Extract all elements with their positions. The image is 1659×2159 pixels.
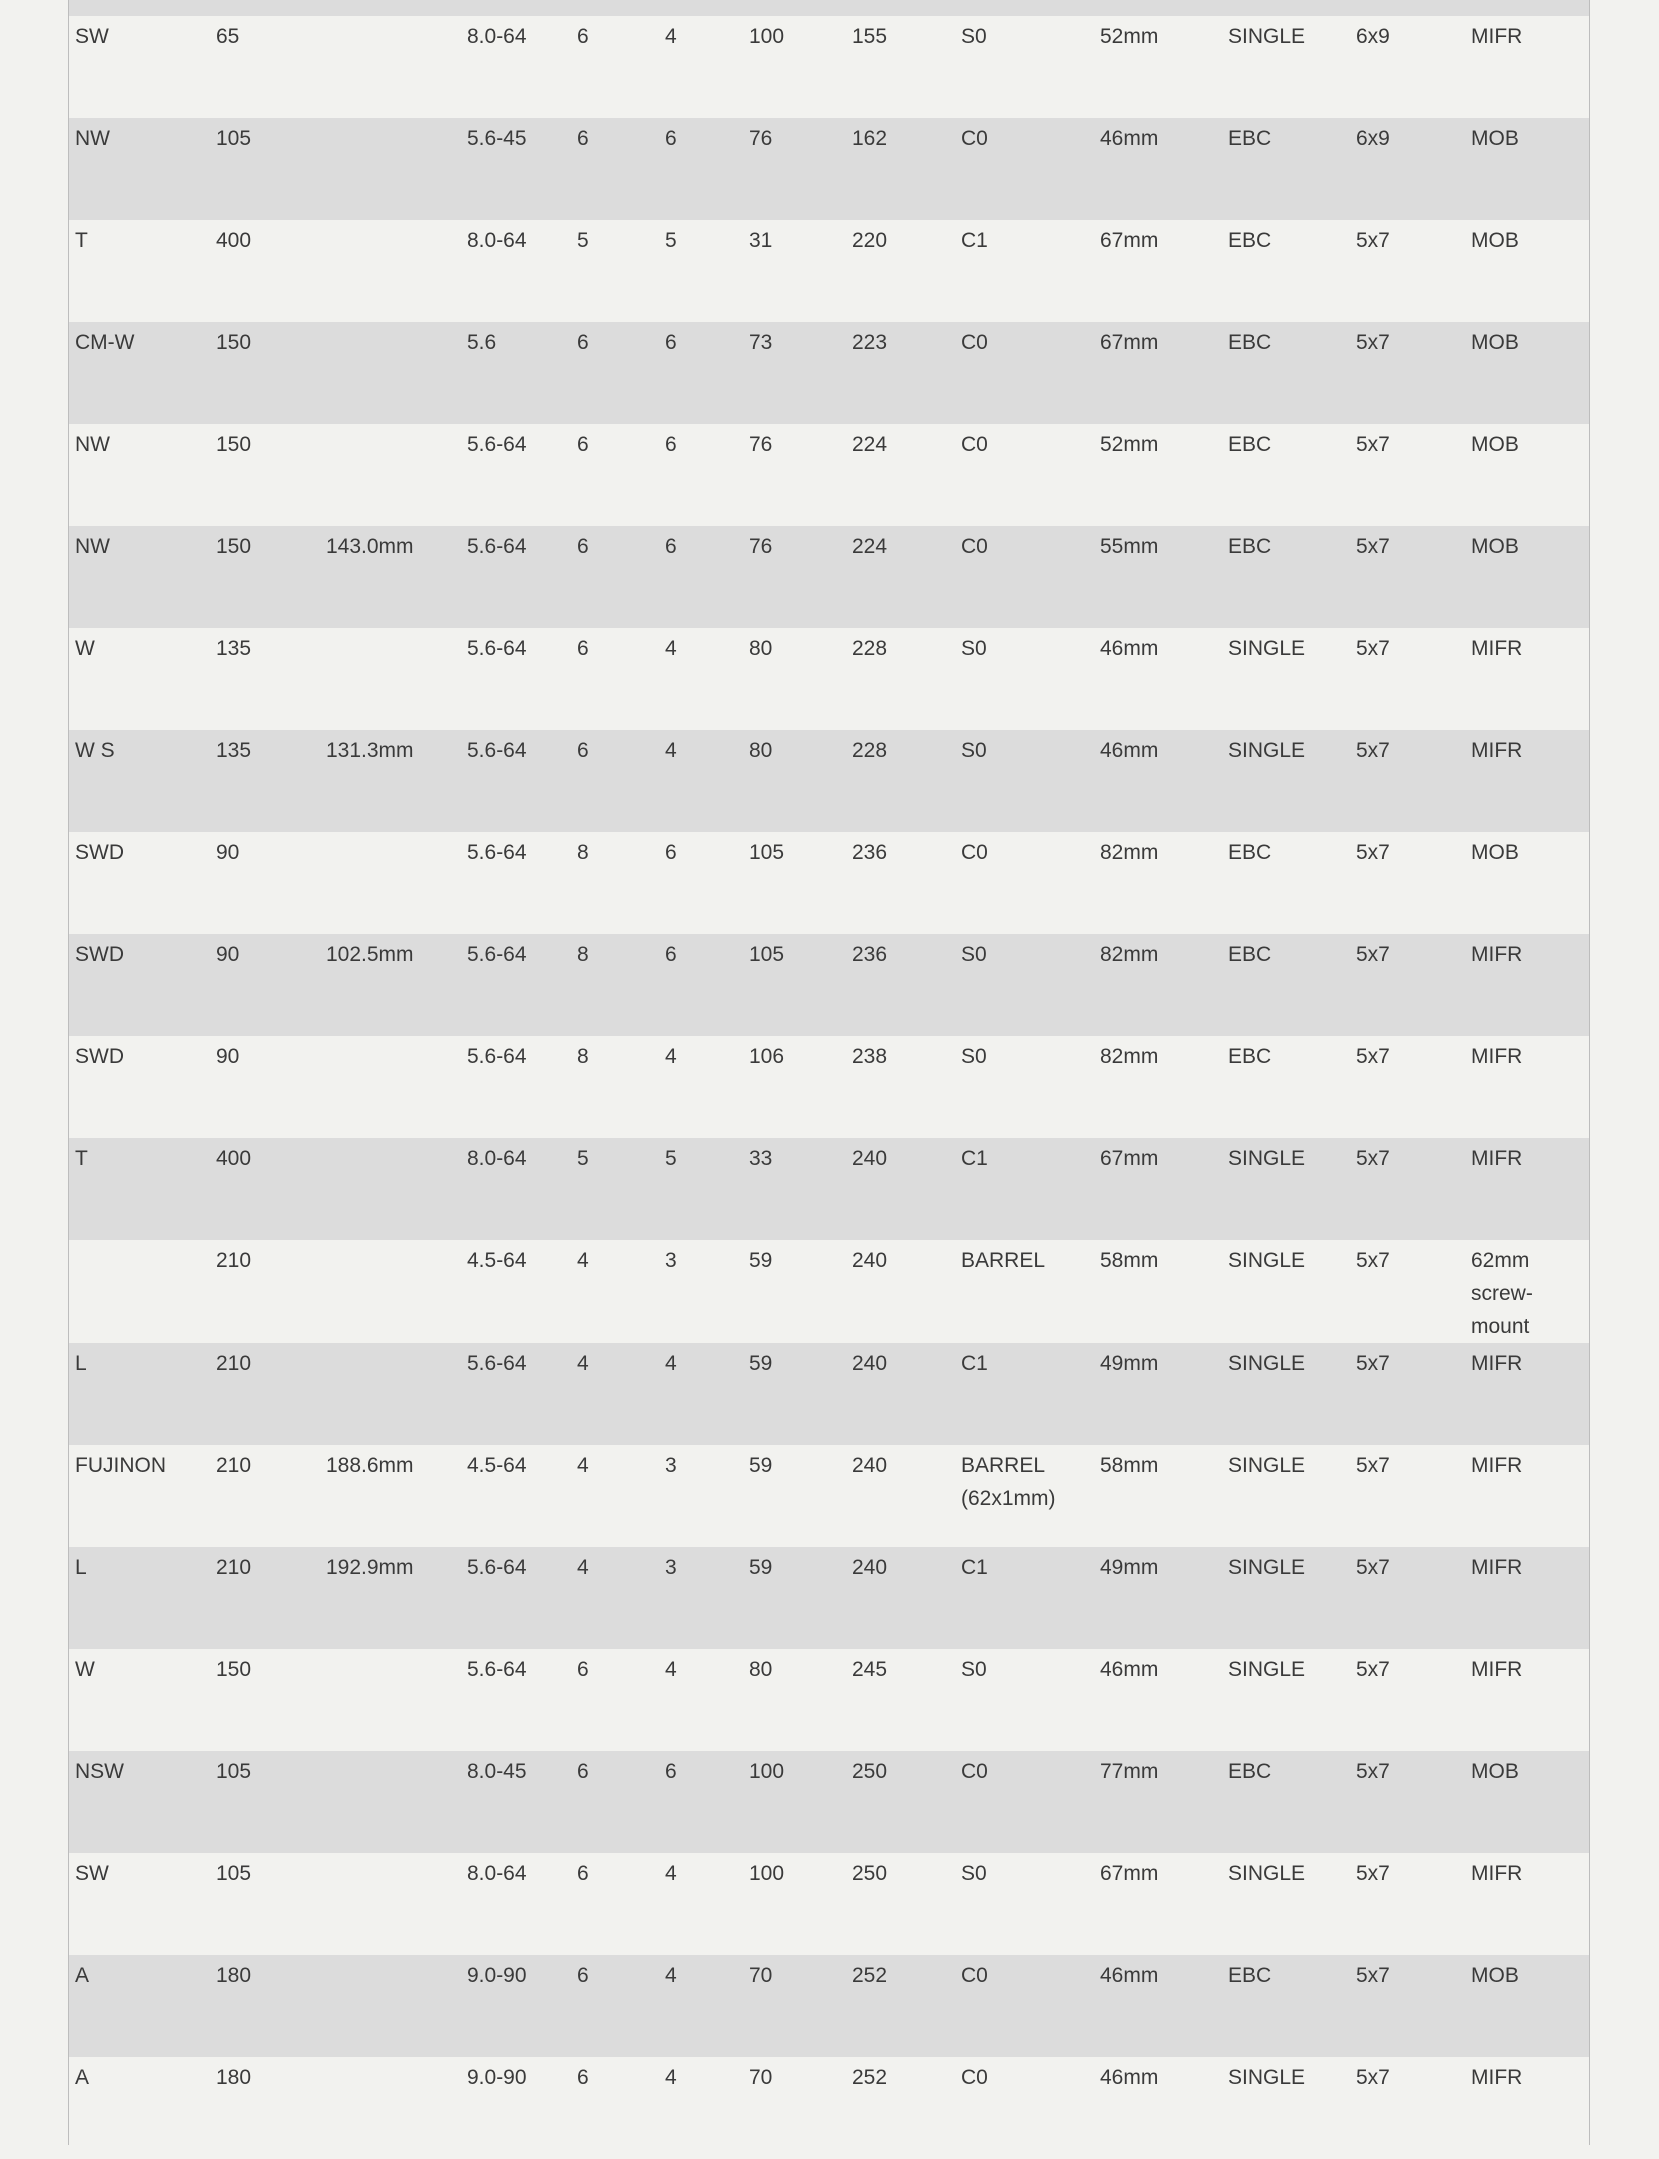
cell-groups: 6 (665, 841, 677, 864)
cell-series: SWD (75, 943, 124, 966)
cell-format: 5x7 (1356, 1658, 1390, 1681)
cell-filter-size: 58mm (1100, 1249, 1159, 1272)
cell-aperture: 5.6-64 (467, 1352, 527, 1375)
cell-coating: EBC (1228, 535, 1272, 558)
cell-shutter: C0 (961, 2066, 988, 2089)
cell-coating: EBC (1228, 1045, 1272, 1068)
cell-image-circle: 252 (852, 2066, 888, 2089)
cell-elements: 4 (577, 1249, 589, 1272)
cell-coverage-angle: 59 (749, 1556, 773, 1579)
cell-groups: 6 (665, 433, 677, 456)
cell-format: 5x7 (1356, 229, 1390, 252)
cell-mount: MOB (1471, 1964, 1519, 1987)
cell-elements: 6 (577, 331, 589, 354)
cell-format: 5x7 (1356, 739, 1390, 762)
cell-elements: 6 (577, 1964, 589, 1987)
cell-aperture: 5.6-64 (467, 1658, 527, 1681)
cell-shutter: S0 (961, 25, 987, 48)
cell-image-circle: 220 (852, 229, 888, 252)
cell-focal-length: 180 (216, 1964, 252, 1987)
cell-elements: 6 (577, 637, 589, 660)
cell-aperture: 5.6-45 (467, 127, 527, 150)
cell-filter-size: 46mm (1100, 637, 1159, 660)
cell-coating: SINGLE (1228, 1862, 1306, 1885)
cell-coverage-angle: 70 (749, 1964, 773, 1987)
cell-mount: MOB (1471, 331, 1519, 354)
table-row (69, 118, 1589, 220)
cell-shutter: S0 (961, 1658, 987, 1681)
cell-image-circle: 240 (852, 1556, 888, 1579)
cell-coating: EBC (1228, 943, 1272, 966)
cell-shutter: S0 (961, 1862, 987, 1885)
cell-shutter: C0 (961, 127, 988, 150)
cell-shutter: C1 (961, 1556, 988, 1579)
cell-actual-focal (320, 832, 461, 934)
table-row (69, 526, 1589, 628)
cell-filter-size: 58mm (1100, 1454, 1159, 1477)
cell-groups: 3 (665, 1454, 677, 1477)
cell-filter-size: 67mm (1100, 1147, 1159, 1170)
cell-coverage-angle: 80 (749, 637, 773, 660)
cell-mount: MOB (1471, 433, 1519, 456)
cell-series: SWD (75, 1045, 124, 1068)
cell-image-circle: 224 (852, 433, 888, 456)
cell-filter-size: 46mm (1100, 127, 1159, 150)
cell-coating: EBC (1228, 229, 1272, 252)
cell-actual-focal (320, 1240, 461, 1343)
cell-mount: MOB (1471, 1760, 1519, 1783)
cell-format: 5x7 (1356, 433, 1390, 456)
cell-shutter: C0 (961, 433, 988, 456)
cell-coverage-angle: 59 (749, 1352, 773, 1375)
cell-shutter: C1 (961, 1147, 988, 1170)
cell-filter-size: 46mm (1100, 1964, 1159, 1987)
cell-coating: SINGLE (1228, 1556, 1306, 1579)
cell-shutter: BARREL (62x1mm) (961, 1454, 1056, 1510)
cell-image-circle: 162 (852, 127, 888, 150)
cell-coverage-angle: 100 (749, 1862, 785, 1885)
cell-coating: EBC (1228, 433, 1272, 456)
cell-aperture: 8.0-64 (467, 25, 527, 48)
cell-shutter: C0 (961, 331, 988, 354)
cell-series: NW (75, 127, 110, 150)
cell-actual-focal (320, 1138, 461, 1240)
cell-coverage-angle: 59 (749, 1454, 773, 1477)
cell-filter-size: 55mm (1100, 535, 1159, 558)
cell-image-circle: 236 (852, 841, 888, 864)
cell-elements: 4 (577, 1352, 589, 1375)
cell-filter-size: 52mm (1100, 25, 1159, 48)
previous-row-strip (69, 0, 1589, 16)
cell-format: 5x7 (1356, 637, 1390, 660)
cell-mount: MIFR (1471, 1352, 1523, 1375)
cell-elements: 6 (577, 127, 589, 150)
cell-coverage-angle: 80 (749, 739, 773, 762)
cell-series: L (75, 1352, 87, 1375)
cell-actual-focal (320, 16, 461, 118)
table-body (69, 16, 1589, 2159)
cell-filter-size: 82mm (1100, 841, 1159, 864)
cell-shutter: C0 (961, 1760, 988, 1783)
cell-mount: MIFR (1471, 2066, 1523, 2089)
cell-format: 5x7 (1356, 1964, 1390, 1987)
cell-groups: 4 (665, 1658, 677, 1681)
cell-coverage-angle: 76 (749, 535, 773, 558)
cell-groups: 4 (665, 637, 677, 660)
cell-focal-length: 65 (216, 25, 240, 48)
cell-mount: MIFR (1471, 637, 1523, 660)
cell-series: NW (75, 433, 110, 456)
cell-focal-length: 210 (216, 1556, 252, 1579)
cell-format: 5x7 (1356, 1862, 1390, 1885)
cell-focal-length: 180 (216, 2066, 252, 2089)
cell-filter-size: 46mm (1100, 739, 1159, 762)
cell-mount: MOB (1471, 229, 1519, 252)
table-row (69, 2057, 1589, 2159)
lens-table-container (68, 0, 1590, 2145)
cell-coverage-angle: 59 (749, 1249, 773, 1272)
cell-elements: 6 (577, 433, 589, 456)
cell-aperture: 8.0-64 (467, 1862, 527, 1885)
cell-image-circle: 228 (852, 637, 888, 660)
cell-mount: MIFR (1471, 1454, 1523, 1477)
cell-actual-focal: 188.6mm (326, 1454, 414, 1477)
cell-aperture: 5.6-64 (467, 433, 527, 456)
cell-groups: 6 (665, 535, 677, 558)
cell-series: T (75, 229, 88, 252)
cell-groups: 6 (665, 943, 677, 966)
cell-aperture: 8.0-64 (467, 229, 527, 252)
cell-focal-length: 105 (216, 1862, 252, 1885)
cell-aperture: 8.0-64 (467, 1147, 527, 1170)
cell-coating: SINGLE (1228, 1352, 1306, 1375)
cell-filter-size: 67mm (1100, 1862, 1159, 1885)
cell-mount: MIFR (1471, 1556, 1523, 1579)
cell-elements: 4 (577, 1556, 589, 1579)
cell-actual-focal (320, 1853, 461, 1955)
cell-format: 6x9 (1356, 25, 1390, 48)
cell-series: L (75, 1556, 87, 1579)
cell-actual-focal (320, 1343, 461, 1445)
cell-focal-length: 105 (216, 1760, 252, 1783)
cell-coverage-angle: 73 (749, 331, 773, 354)
cell-coating: SINGLE (1228, 1147, 1306, 1170)
cell-elements: 8 (577, 943, 589, 966)
table-row (69, 628, 1589, 730)
cell-shutter: C0 (961, 1964, 988, 1987)
table-row (69, 1751, 1589, 1853)
table-row (69, 1649, 1589, 1751)
cell-groups: 4 (665, 1862, 677, 1885)
cell-format: 5x7 (1356, 1556, 1390, 1579)
cell-aperture: 9.0-90 (467, 2066, 527, 2089)
cell-shutter: C0 (961, 841, 988, 864)
cell-image-circle: 238 (852, 1045, 888, 1068)
cell-series: NW (75, 535, 110, 558)
cell-focal-length: 135 (216, 739, 252, 762)
cell-mount: MIFR (1471, 1658, 1523, 1681)
cell-image-circle: 250 (852, 1862, 888, 1885)
cell-groups: 4 (665, 25, 677, 48)
cell-elements: 6 (577, 535, 589, 558)
table-row (69, 1343, 1589, 1445)
cell-mount: 62mm screw-mount (1471, 1249, 1533, 1338)
cell-coverage-angle: 105 (749, 841, 785, 864)
cell-series: T (75, 1147, 88, 1170)
cell-elements: 6 (577, 739, 589, 762)
cell-coverage-angle: 76 (749, 433, 773, 456)
cell-actual-focal (320, 220, 461, 322)
cell-format: 5x7 (1356, 841, 1390, 864)
cell-mount: MIFR (1471, 1862, 1523, 1885)
cell-series: A (75, 1964, 90, 1987)
cell-image-circle: 240 (852, 1147, 888, 1170)
cell-series: W (75, 1658, 95, 1681)
cell-groups: 3 (665, 1249, 677, 1272)
cell-elements: 6 (577, 1862, 589, 1885)
cell-coating: SINGLE (1228, 637, 1306, 660)
cell-actual-focal (320, 2057, 461, 2159)
cell-format: 5x7 (1356, 1045, 1390, 1068)
cell-coverage-angle: 31 (749, 229, 773, 252)
cell-groups: 4 (665, 1964, 677, 1987)
cell-actual-focal: 192.9mm (326, 1556, 414, 1579)
cell-filter-size: 49mm (1100, 1352, 1159, 1375)
cell-coating: SINGLE (1228, 2066, 1306, 2089)
cell-filter-size: 67mm (1100, 331, 1159, 354)
cell-format: 5x7 (1356, 2066, 1390, 2089)
cell-aperture: 5.6-64 (467, 841, 527, 864)
cell-actual-focal (320, 118, 461, 220)
cell-series: NSW (75, 1760, 124, 1783)
cell-format: 5x7 (1356, 1147, 1390, 1170)
cell-focal-length: 210 (216, 1249, 252, 1272)
table-row (69, 322, 1589, 424)
cell-filter-size: 82mm (1100, 943, 1159, 966)
cell-shutter: S0 (961, 739, 987, 762)
cell-image-circle: 250 (852, 1760, 888, 1783)
cell-image-circle: 224 (852, 535, 888, 558)
cell-coating: SINGLE (1228, 1658, 1306, 1681)
cell-coating: SINGLE (1228, 25, 1306, 48)
cell-filter-size: 46mm (1100, 2066, 1159, 2089)
cell-coverage-angle: 100 (749, 1760, 785, 1783)
cell-filter-size: 82mm (1100, 1045, 1159, 1068)
cell-actual-focal: 131.3mm (326, 739, 414, 762)
cell-series: FUJINON (75, 1454, 166, 1477)
cell-series: SW (75, 25, 109, 48)
cell-elements: 6 (577, 1760, 589, 1783)
cell-coverage-angle: 100 (749, 25, 785, 48)
cell-focal-length: 105 (216, 127, 252, 150)
cell-elements: 6 (577, 2066, 589, 2089)
cell-elements: 8 (577, 841, 589, 864)
table-row (69, 220, 1589, 322)
cell-aperture: 5.6 (467, 331, 497, 354)
cell-coating: SINGLE (1228, 1454, 1306, 1477)
cell-mount: MIFR (1471, 1147, 1523, 1170)
cell-mount: MOB (1471, 841, 1519, 864)
cell-shutter: C1 (961, 229, 988, 252)
cell-mount: MOB (1471, 535, 1519, 558)
cell-actual-focal (320, 1036, 461, 1138)
cell-aperture: 4.5-64 (467, 1454, 527, 1477)
cell-coating: SINGLE (1228, 739, 1306, 762)
cell-groups: 5 (665, 1147, 677, 1170)
cell-coating: EBC (1228, 1964, 1272, 1987)
cell-shutter: C0 (961, 535, 988, 558)
cell-groups: 3 (665, 1556, 677, 1579)
cell-focal-length: 135 (216, 637, 252, 660)
cell-format: 5x7 (1356, 1454, 1390, 1477)
cell-shutter: S0 (961, 1045, 987, 1068)
cell-actual-focal: 102.5mm (326, 943, 414, 966)
cell-shutter: C1 (961, 1352, 988, 1375)
cell-mount: MIFR (1471, 1045, 1523, 1068)
cell-format: 5x7 (1356, 1352, 1390, 1375)
cell-coating: SINGLE (1228, 1249, 1306, 1272)
cell-format: 5x7 (1356, 331, 1390, 354)
cell-coating: EBC (1228, 841, 1272, 864)
cell-filter-size: 49mm (1100, 1556, 1159, 1579)
table-row (69, 1853, 1589, 1955)
cell-series: W S (75, 739, 115, 762)
cell-focal-length: 150 (216, 433, 252, 456)
cell-series: SW (75, 1862, 109, 1885)
cell-image-circle: 223 (852, 331, 888, 354)
table-row (69, 1138, 1589, 1240)
cell-series: CM-W (75, 331, 135, 354)
cell-aperture: 8.0-45 (467, 1760, 527, 1783)
cell-image-circle: 228 (852, 739, 888, 762)
cell-groups: 5 (665, 229, 677, 252)
cell-series: SWD (75, 841, 124, 864)
cell-actual-focal: 143.0mm (326, 535, 414, 558)
cell-focal-length: 90 (216, 943, 240, 966)
cell-coverage-angle: 76 (749, 127, 773, 150)
cell-format: 5x7 (1356, 1760, 1390, 1783)
cell-coating: EBC (1228, 331, 1272, 354)
cell-filter-size: 67mm (1100, 229, 1159, 252)
cell-mount: MIFR (1471, 739, 1523, 762)
table-row (69, 1036, 1589, 1138)
cell-filter-size: 77mm (1100, 1760, 1159, 1783)
cell-format: 5x7 (1356, 535, 1390, 558)
cell-aperture: 5.6-64 (467, 1045, 527, 1068)
table-row (69, 1240, 1589, 1343)
cell-coverage-angle: 70 (749, 2066, 773, 2089)
table-row (69, 1955, 1589, 2057)
cell-groups: 4 (665, 739, 677, 762)
cell-elements: 8 (577, 1045, 589, 1068)
cell-series (69, 1240, 210, 1343)
cell-groups: 4 (665, 1352, 677, 1375)
cell-filter-size: 46mm (1100, 1658, 1159, 1681)
cell-focal-length: 150 (216, 1658, 252, 1681)
cell-focal-length: 150 (216, 535, 252, 558)
cell-actual-focal (320, 1649, 461, 1751)
cell-filter-size: 52mm (1100, 433, 1159, 456)
cell-actual-focal (320, 628, 461, 730)
cell-image-circle: 155 (852, 25, 888, 48)
cell-mount: MIFR (1471, 25, 1523, 48)
cell-focal-length: 210 (216, 1352, 252, 1375)
cell-focal-length: 90 (216, 841, 240, 864)
cell-mount: MOB (1471, 127, 1519, 150)
table-row (69, 832, 1589, 934)
cell-format: 5x7 (1356, 1249, 1390, 1272)
cell-aperture: 5.6-64 (467, 739, 527, 762)
cell-coverage-angle: 106 (749, 1045, 785, 1068)
cell-elements: 5 (577, 229, 589, 252)
table-row (69, 1445, 1589, 1547)
cell-image-circle: 240 (852, 1454, 888, 1477)
table-row (69, 730, 1589, 832)
cell-mount: MIFR (1471, 943, 1523, 966)
cell-coverage-angle: 33 (749, 1147, 773, 1170)
cell-aperture: 5.6-64 (467, 637, 527, 660)
cell-groups: 4 (665, 1045, 677, 1068)
cell-image-circle: 245 (852, 1658, 888, 1681)
cell-image-circle: 252 (852, 1964, 888, 1987)
cell-coverage-angle: 105 (749, 943, 785, 966)
cell-coverage-angle: 80 (749, 1658, 773, 1681)
cell-focal-length: 400 (216, 229, 252, 252)
cell-actual-focal (320, 322, 461, 424)
cell-actual-focal (320, 1751, 461, 1853)
cell-focal-length: 150 (216, 331, 252, 354)
cell-aperture: 4.5-64 (467, 1249, 527, 1272)
cell-elements: 4 (577, 1454, 589, 1477)
cell-actual-focal (320, 424, 461, 526)
cell-focal-length: 90 (216, 1045, 240, 1068)
cell-coating: EBC (1228, 127, 1272, 150)
cell-coating: EBC (1228, 1760, 1272, 1783)
table-row (69, 1547, 1589, 1649)
table-row (69, 934, 1589, 1036)
cell-groups: 6 (665, 127, 677, 150)
lens-spec-table (69, 16, 1589, 2159)
cell-aperture: 5.6-64 (467, 535, 527, 558)
cell-elements: 6 (577, 25, 589, 48)
cell-series: W (75, 637, 95, 660)
cell-elements: 5 (577, 1147, 589, 1170)
cell-image-circle: 240 (852, 1249, 888, 1272)
cell-format: 5x7 (1356, 943, 1390, 966)
cell-focal-length: 210 (216, 1454, 252, 1477)
cell-aperture: 5.6-64 (467, 943, 527, 966)
cell-format: 6x9 (1356, 127, 1390, 150)
cell-image-circle: 236 (852, 943, 888, 966)
cell-actual-focal (320, 1955, 461, 2057)
cell-aperture: 9.0-90 (467, 1964, 527, 1987)
cell-series: A (75, 2066, 90, 2089)
cell-shutter: S0 (961, 637, 987, 660)
cell-shutter: BARREL (961, 1249, 1046, 1272)
table-row (69, 16, 1589, 118)
cell-elements: 6 (577, 1658, 589, 1681)
cell-aperture: 5.6-64 (467, 1556, 527, 1579)
cell-groups: 6 (665, 1760, 677, 1783)
cell-groups: 6 (665, 331, 677, 354)
table-row (69, 424, 1589, 526)
cell-image-circle: 240 (852, 1352, 888, 1375)
cell-groups: 4 (665, 2066, 677, 2089)
cell-focal-length: 400 (216, 1147, 252, 1170)
cell-shutter: S0 (961, 943, 987, 966)
